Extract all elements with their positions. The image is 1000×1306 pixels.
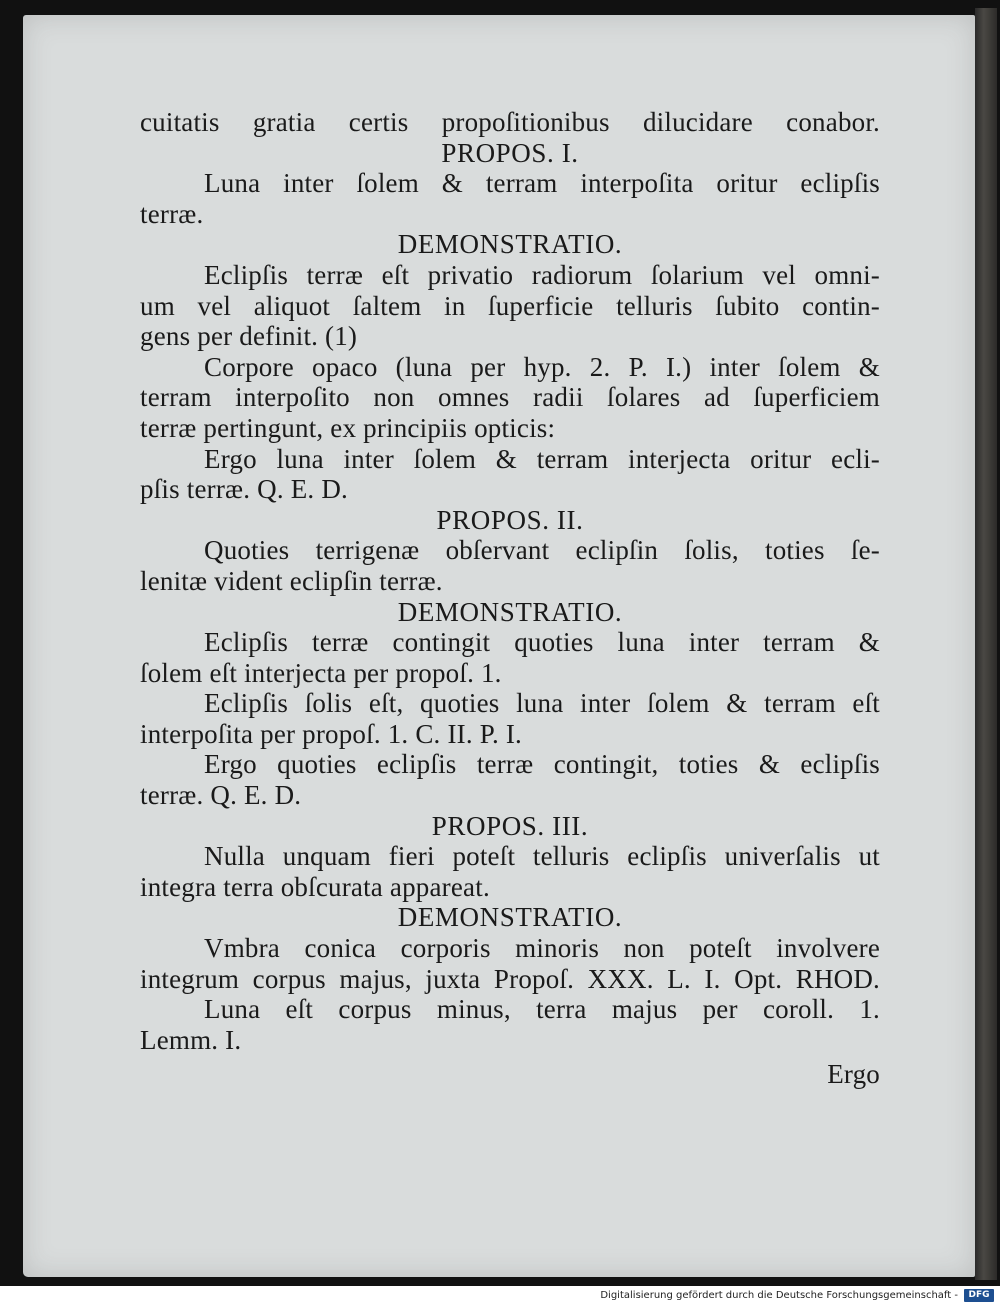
text-line: Luna eſt corpus minus, terra majus per coroll. 1. — [204, 994, 880, 1025]
text-line: Lemm. I. — [140, 1024, 242, 1055]
text-line: integra terra obſcurata appareat. — [140, 871, 490, 902]
dfg-logo-icon: DFG — [964, 1289, 994, 1302]
text-line: ſolem eſt interjecta per propoſ. 1. — [140, 657, 502, 688]
text-line: Luna inter ſolem & terram interpoſita oritur eclipſis — [204, 168, 880, 199]
text-line: Ergo quoties eclipſis terræ contingit, toties & eclipſis — [204, 749, 880, 780]
text-line: terræ. Q. E. D. — [140, 780, 302, 811]
demonstration-heading: DEMONSTRATIO. — [397, 902, 623, 933]
footer-bar — [0, 1286, 1000, 1306]
text-line: terræ. — [140, 198, 204, 229]
text-line: integrum corpus majus, juxta Propoſ. XXX. L. I. Opt. RHOD. — [140, 963, 880, 994]
proposition-heading: PROPOS. III. — [431, 810, 589, 841]
text-line: interpoſita per propoſ. 1. C. II. P. I. — [140, 718, 522, 749]
text-line: gens per definit. (1) — [140, 321, 358, 352]
catchword: Ergo — [827, 1059, 880, 1090]
demonstration-heading: DEMONSTRATIO. — [397, 229, 623, 260]
text-line: um vel aliquot ſaltem in ſuperficie telluris ſubito contin- — [140, 290, 880, 321]
text-line: pſis terræ. Q. E. D. — [140, 474, 348, 505]
text-line: Eclipſis ſolis eſt, quoties luna inter ſolem & terram eſt — [204, 688, 880, 719]
page-text — [140, 107, 880, 1090]
text-line: Corpore opaco (luna per hyp. 2. P. I.) inter ſolem & — [204, 351, 880, 382]
text-line: cuitatis gratia certis propoſitionibus dilucidare conabor. — [140, 107, 880, 137]
text-line: terræ pertingunt, ex principiis opticis: — [140, 412, 556, 443]
text-line: terram interpoſito non omnes radii ſolares ad ſuperficiem — [140, 382, 880, 413]
text-line: Eclipſis terræ contingit quoties luna inter terram & — [204, 627, 880, 658]
text-line: Eclipſis terræ eſt privatio radiorum ſolarium vel omni- — [204, 259, 880, 290]
text-line: Vmbra conica corporis minoris non poteſt involvere — [204, 933, 880, 964]
proposition-heading: PROPOS. I. — [441, 137, 579, 168]
proposition-heading: PROPOS. II. — [436, 504, 584, 535]
text-line: Ergo luna inter ſolem & terram interjecta oritur ecli- — [204, 443, 880, 474]
text-line: Nulla unquam fieri poteſt telluris eclipſis univerſalis ut — [204, 841, 880, 872]
funding-credit: Digitalisierung gefördert durch die Deutsche Forschungsgemeinschaft - — [600, 1290, 958, 1301]
text-line: Quoties terrigenæ obſervant eclipſin ſolis, toties ſe- — [204, 535, 880, 566]
text-line: lenitæ vident eclipſin terræ. — [140, 565, 443, 596]
page-edge — [975, 8, 997, 1280]
demonstration-heading: DEMONSTRATIO. — [397, 596, 623, 627]
